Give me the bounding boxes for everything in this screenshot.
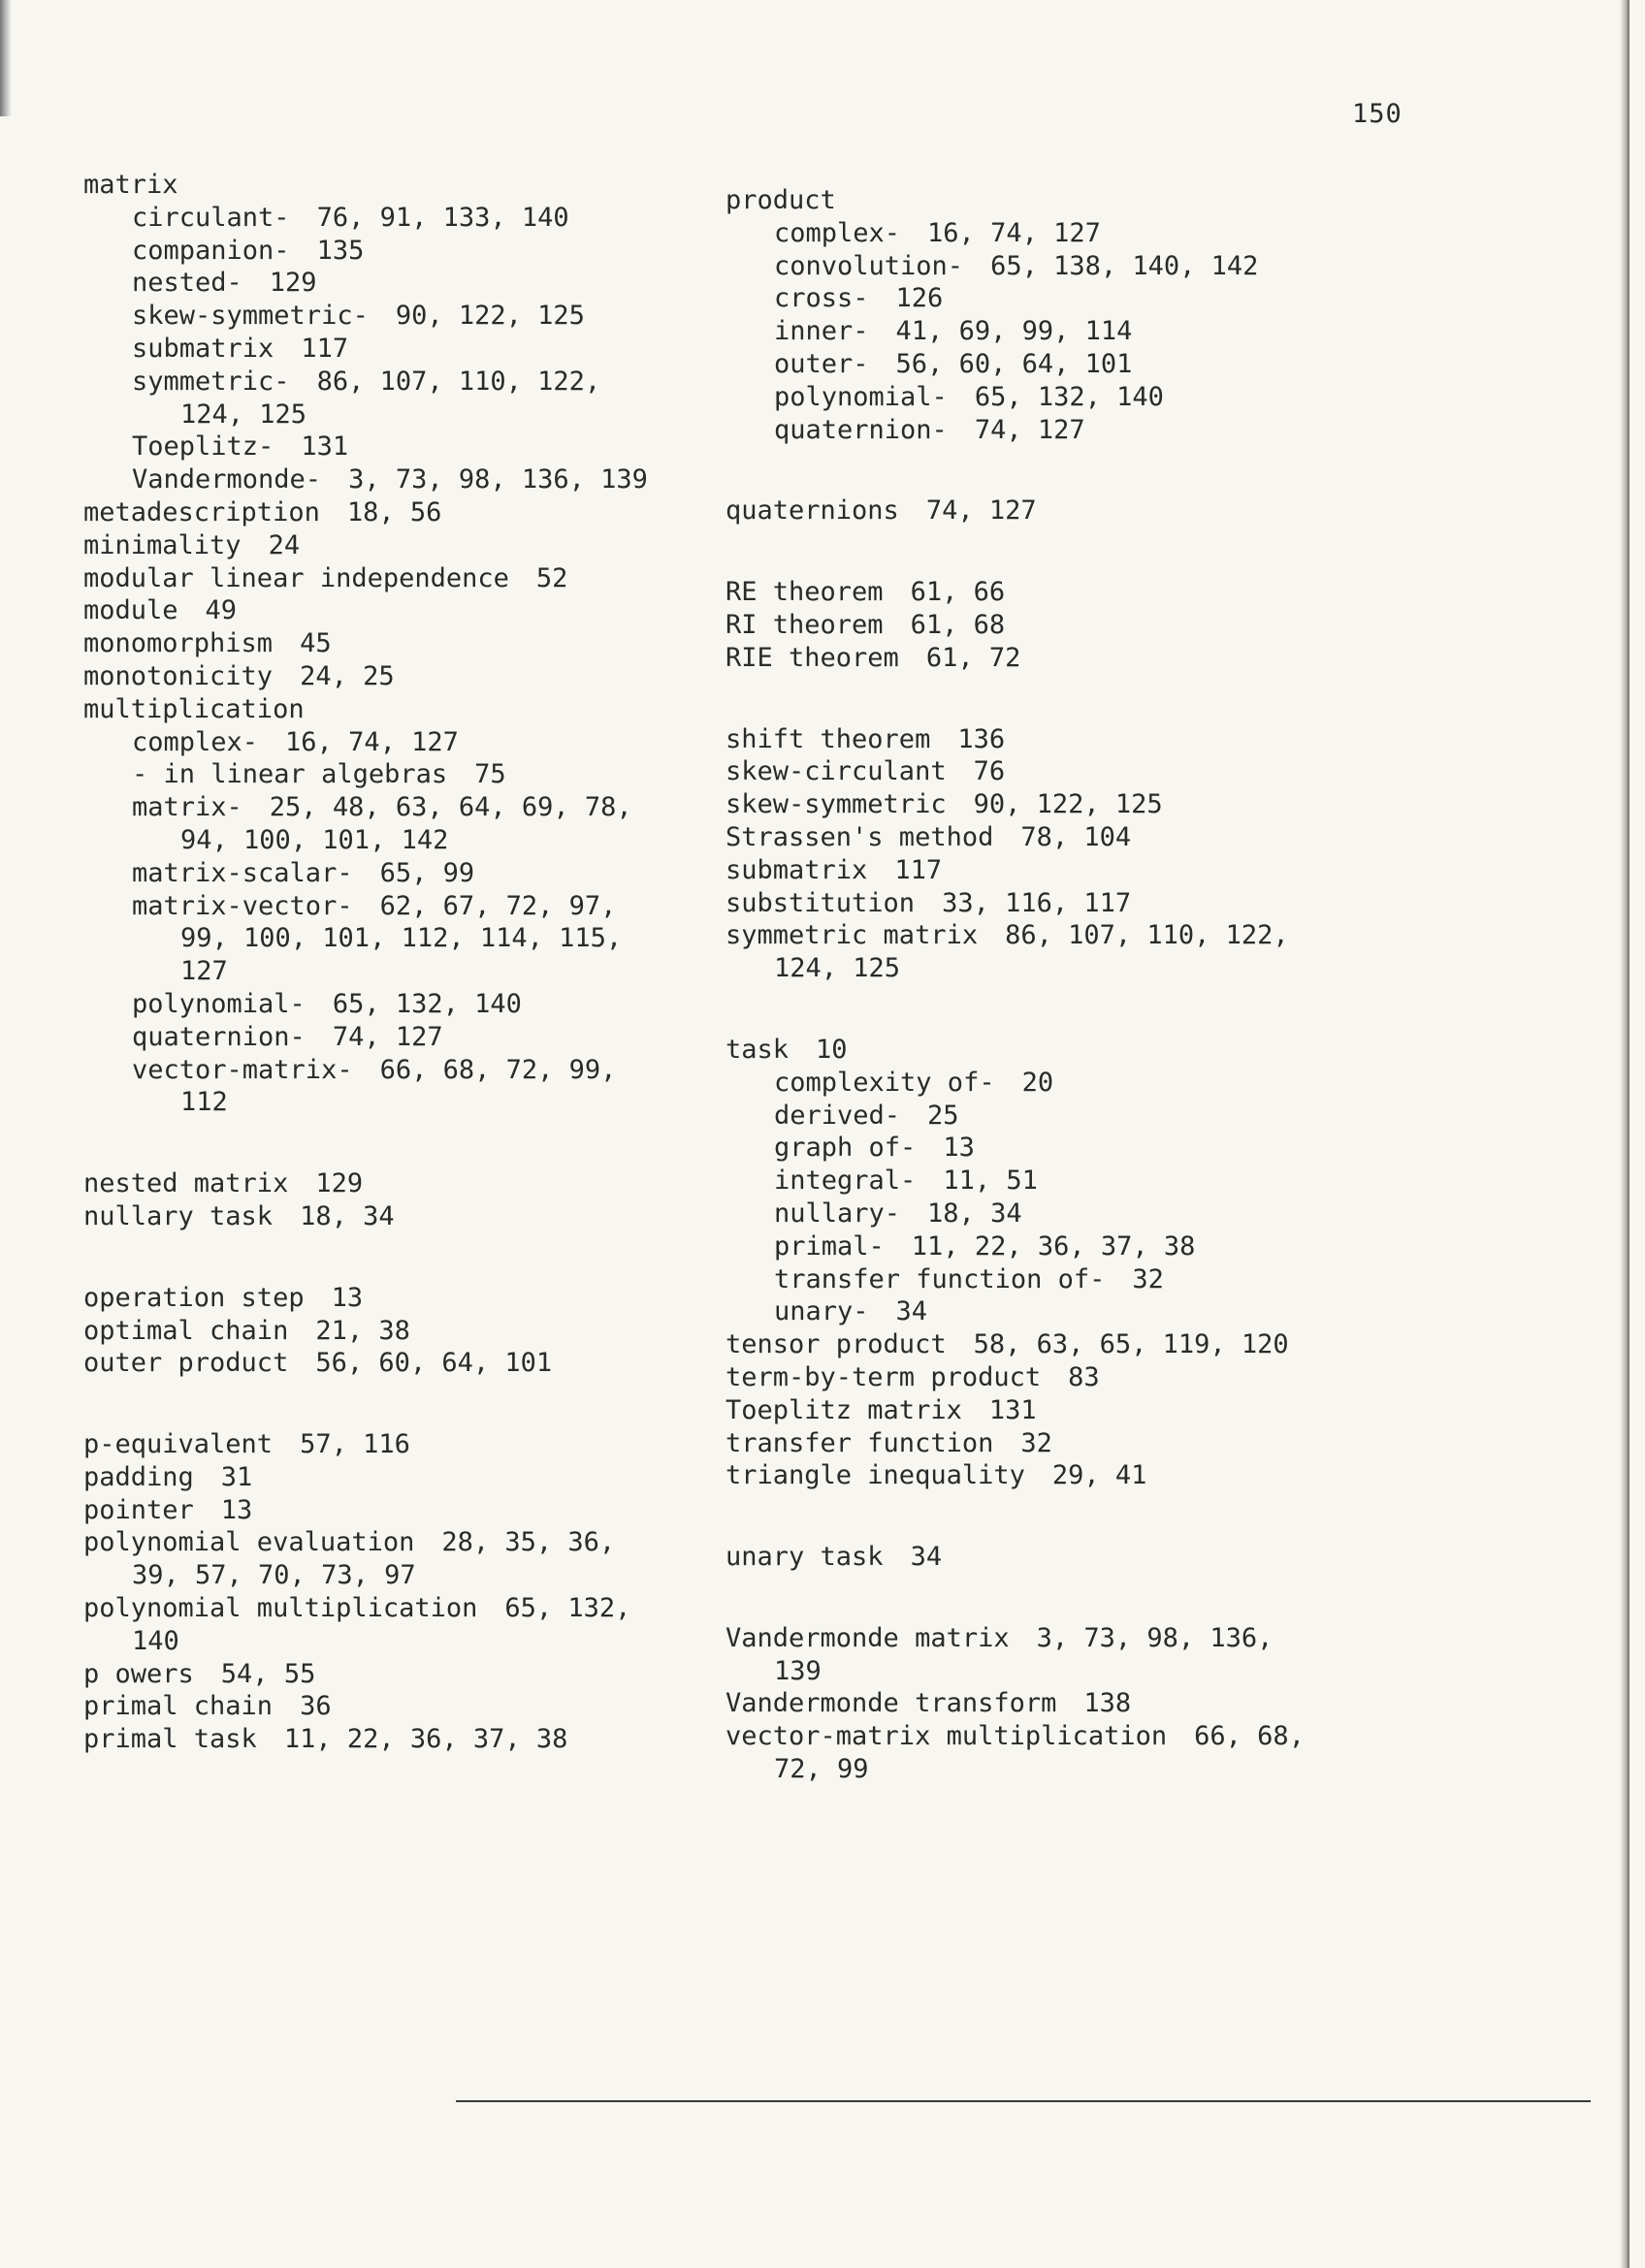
index-term: derived- (774, 1100, 901, 1131)
index-entry (83, 1347, 743, 1380)
index-term: product (726, 185, 836, 215)
index-pages-continued: 140 (132, 1625, 179, 1656)
index-pages: 136 (957, 723, 1006, 754)
index-term: polynomial evaluation (83, 1527, 415, 1558)
page-edge-shadow (0, 0, 39, 116)
index-term: vector-matrix multiplication (726, 1721, 1168, 1752)
index-entry (83, 1167, 743, 1200)
index-term: Strassen's method (726, 821, 994, 852)
index-entry (83, 1494, 743, 1527)
index-entry (726, 887, 1385, 920)
index-entry (726, 1034, 1385, 1067)
index-pages: 61, 66 (910, 577, 1006, 608)
index-term: pointer (83, 1494, 194, 1525)
index-pages-continued: 124, 125 (774, 953, 901, 984)
index-entry (726, 315, 1385, 348)
index-pages: 117 (894, 854, 943, 885)
index-entry (726, 576, 1385, 609)
index-pages: 25 (927, 1100, 959, 1131)
index-pages: 54, 55 (220, 1658, 316, 1689)
index-entry (726, 1394, 1385, 1427)
index-pages: 90, 122, 125 (395, 301, 585, 332)
index-pages: 65, 132, 140 (332, 988, 522, 1019)
index-entry (726, 495, 1385, 527)
index-pages-continued: 39, 57, 70, 73, 97 (132, 1560, 416, 1591)
index-term: tensor product (726, 1329, 947, 1360)
index-entry (83, 1200, 743, 1233)
index-term: module (83, 595, 178, 626)
index-term: polynomial- (132, 988, 306, 1019)
index-entry (83, 562, 743, 595)
index-entry (83, 1526, 743, 1559)
index-term: RIE theorem (726, 642, 899, 673)
index-pages-continued: 99, 100, 101, 112, 114, 115, (180, 923, 623, 954)
index-term: submatrix (132, 333, 274, 364)
index-pages: 18, 56 (346, 496, 442, 527)
index-entry (83, 857, 743, 890)
index-pages: 62, 67, 72, 97, (379, 890, 617, 921)
index-term: outer product (83, 1348, 289, 1379)
index-entry (726, 282, 1385, 315)
index-pages: 75 (474, 759, 506, 790)
index-pages: 45 (300, 628, 332, 659)
index-entry (83, 1690, 743, 1723)
index-term: matrix- (132, 792, 242, 823)
index-entry (83, 529, 743, 562)
index-term: unary- (774, 1296, 869, 1327)
index-term: transfer function of- (774, 1263, 1106, 1294)
index-entry (726, 414, 1385, 447)
index-block (726, 723, 1385, 985)
index-term: term-by-term product (726, 1361, 1042, 1392)
index-pages: 129 (315, 1168, 364, 1199)
index-pages: 16, 74, 127 (285, 726, 459, 757)
index-pages: 86, 107, 110, 122, (316, 366, 601, 397)
index-pages-continued: 94, 100, 101, 142 (180, 824, 449, 855)
index-pages: 61, 68 (910, 609, 1006, 640)
index-term: Vandermonde- (132, 464, 322, 495)
index-pages: 20 (1021, 1067, 1054, 1098)
index-entry (83, 1592, 743, 1625)
index-entry (726, 1263, 1385, 1296)
index-pages: 11, 22, 36, 37, 38 (911, 1230, 1196, 1262)
index-term: substitution (726, 887, 916, 918)
index-entry (83, 300, 743, 333)
index-term: optimal chain (83, 1315, 289, 1346)
index-term: - in linear algebras (132, 759, 448, 790)
index-entry (83, 267, 743, 300)
index-entry (83, 496, 743, 529)
index-pages-continued: 139 (774, 1655, 822, 1686)
index-pages: 65, 138, 140, 142 (990, 250, 1259, 281)
index-term: Toeplitz matrix (726, 1394, 962, 1425)
index-block (726, 184, 1385, 446)
index-pages: 78, 104 (1020, 821, 1132, 852)
index-term: primal chain (83, 1691, 274, 1722)
index-entry (83, 726, 743, 759)
index-pages: 65, 132, (504, 1593, 631, 1624)
index-pages: 74, 127 (974, 414, 1085, 445)
index-term: p owers (83, 1658, 194, 1689)
bottom-rule (456, 2100, 1591, 2102)
index-term: convolution- (774, 250, 964, 281)
index-term: symmetric matrix (726, 920, 979, 951)
index-pages: 3, 73, 98, 136, (1036, 1622, 1274, 1653)
index-column-right (726, 184, 1385, 1835)
index-term: skew-circulant (726, 756, 947, 787)
index-entry (726, 642, 1385, 675)
index-entry (726, 821, 1385, 854)
index-block (726, 576, 1385, 674)
index-entry (726, 1427, 1385, 1460)
index-entry (726, 1459, 1385, 1492)
index-pages: 13 (943, 1133, 975, 1164)
index-pages: 36 (300, 1691, 332, 1722)
index-pages: 131 (988, 1394, 1037, 1425)
index-term: skew-symmetric- (132, 301, 369, 332)
index-term: triangle inequality (726, 1460, 1025, 1491)
index-term: primal- (774, 1230, 885, 1262)
index-pages-continued: 127 (180, 956, 228, 987)
index-pages: 18, 34 (927, 1198, 1022, 1229)
index-pages: 34 (910, 1542, 943, 1573)
index-block (726, 1541, 1385, 1574)
index-term: integral- (774, 1166, 917, 1197)
index-term: nullary task (83, 1200, 274, 1231)
index-pages: 32 (1132, 1263, 1164, 1294)
index-pages: 83 (1068, 1361, 1100, 1392)
index-entry (726, 755, 1385, 788)
index-term: nested- (132, 268, 242, 299)
index-entry (83, 988, 743, 1021)
index-term: complexity of- (774, 1067, 995, 1098)
index-pages: 129 (269, 268, 317, 299)
index-entry (726, 609, 1385, 642)
index-entry (726, 1622, 1385, 1655)
index-entry (83, 660, 743, 693)
index-term: matrix (83, 170, 178, 200)
index-block (83, 1428, 743, 1756)
index-entry (83, 1282, 743, 1315)
index-term: unary task (726, 1542, 884, 1573)
index-entry (726, 1328, 1385, 1361)
index-pages: 32 (1020, 1427, 1052, 1458)
index-entry (83, 693, 743, 726)
index-term: Vandermonde matrix (726, 1622, 1010, 1653)
index-term: quaternion- (774, 414, 948, 445)
index-pages: 66, 68, 72, 99, (379, 1054, 617, 1085)
index-entry (83, 1021, 743, 1054)
index-pages: 74, 127 (332, 1021, 443, 1052)
index-entry (83, 1315, 743, 1348)
index-term: submatrix (726, 854, 868, 885)
index-term: padding (83, 1461, 194, 1492)
index-term: polynomial- (774, 381, 948, 412)
binding-edge (1620, 0, 1629, 2268)
index-entry (83, 431, 743, 463)
index-pages: 56, 60, 64, 101 (895, 348, 1133, 379)
index-term: Toeplitz- (132, 431, 274, 463)
index-block (83, 1282, 743, 1380)
index-pages: 131 (301, 431, 349, 463)
index-term: cross- (774, 283, 869, 314)
index-pages: 49 (205, 595, 238, 626)
index-term: complex- (774, 217, 901, 248)
index-term: RI theorem (726, 609, 884, 640)
index-term: skew-symmetric (726, 789, 947, 820)
index-term: quaternion- (132, 1021, 306, 1052)
index-pages: 11, 51 (943, 1166, 1038, 1197)
index-pages: 29, 41 (1051, 1460, 1147, 1491)
index-pages: 33, 116, 117 (942, 887, 1132, 918)
index-pages-continued: 112 (180, 1087, 228, 1118)
index-term: primal task (83, 1724, 257, 1755)
index-entry (726, 381, 1385, 414)
index-pages: 61, 72 (925, 642, 1021, 673)
index-term: matrix-scalar- (132, 857, 353, 888)
index-pages: 28, 35, 36, (441, 1527, 616, 1558)
index-term: transfer function (726, 1427, 994, 1458)
index-term: Vandermonde transform (726, 1688, 1057, 1719)
index-pages-continued: 72, 99 (774, 1754, 869, 1785)
index-entry (726, 348, 1385, 381)
index-entry (726, 184, 1385, 217)
index-pages: 24, 25 (300, 660, 395, 691)
index-pages: 31 (220, 1461, 253, 1492)
index-term: polynomial multiplication (83, 1593, 478, 1624)
index-term: metadescription (83, 496, 320, 527)
index-entry (726, 1361, 1385, 1394)
index-pages: 138 (1083, 1688, 1132, 1719)
index-entry (726, 854, 1385, 887)
index-block (726, 1622, 1385, 1786)
index-entry (726, 1198, 1385, 1230)
page-number: 150 (1352, 99, 1403, 129)
index-pages: 65, 132, 140 (974, 381, 1164, 412)
index-pages: 58, 63, 65, 119, 120 (973, 1329, 1289, 1360)
index-entry (83, 1428, 743, 1461)
index-term: shift theorem (726, 723, 931, 754)
index-pages: 10 (816, 1034, 848, 1065)
index-term: vector-matrix- (132, 1054, 353, 1085)
index-entry (83, 169, 743, 202)
index-pages: 21, 38 (315, 1315, 410, 1346)
index-term: symmetric- (132, 366, 290, 397)
index-pages: 52 (535, 562, 568, 593)
index-entry (726, 1100, 1385, 1133)
index-pages: 24 (268, 529, 301, 560)
index-term: minimality (83, 529, 242, 560)
index-pages: 126 (895, 283, 944, 314)
index-term: complex- (132, 726, 259, 757)
index-term: companion- (132, 235, 290, 266)
index-entry (83, 758, 743, 791)
index-pages: 18, 34 (300, 1200, 395, 1231)
index-term: modular linear independence (83, 562, 509, 593)
index-entry (83, 235, 743, 268)
index-pages: 3, 73, 98, 136, 139 (348, 464, 648, 495)
index-pages: 76 (973, 756, 1006, 787)
index-term: inner- (774, 316, 869, 347)
index-entry (83, 594, 743, 627)
index-pages: 66, 68, (1194, 1721, 1305, 1752)
index-entry (726, 1230, 1385, 1263)
index-entry (726, 217, 1385, 250)
index-entry (726, 919, 1385, 952)
index-entry (726, 1295, 1385, 1328)
index-term: graph of- (774, 1133, 917, 1164)
index-entry (726, 1720, 1385, 1753)
index-term: RE theorem (726, 577, 884, 608)
index-entry (726, 723, 1385, 756)
index-pages: 65, 99 (379, 857, 475, 888)
index-pages-continued: 124, 125 (180, 399, 307, 430)
index-entry (83, 627, 743, 660)
index-entry (726, 1165, 1385, 1198)
index-term: matrix-vector- (132, 890, 353, 921)
index-term: monomorphism (83, 628, 274, 659)
index-entry (726, 250, 1385, 283)
index-block (726, 1034, 1385, 1492)
index-term: task (726, 1034, 790, 1065)
index-pages: 86, 107, 110, 122, (1005, 920, 1289, 951)
index-entry (83, 1723, 743, 1756)
index-term: nullary- (774, 1198, 901, 1229)
index-pages: 76, 91, 133, 140 (316, 202, 569, 233)
index-pages: 16, 74, 127 (927, 217, 1101, 248)
index-entry (83, 463, 743, 496)
index-term: circulant- (132, 202, 290, 233)
index-pages: 56, 60, 64, 101 (315, 1348, 553, 1379)
index-entry (83, 333, 743, 366)
index-entry (726, 1067, 1385, 1100)
index-term: nested matrix (83, 1168, 289, 1199)
index-term: quaternions (726, 495, 899, 527)
index-pages: 11, 22, 36, 37, 38 (283, 1724, 568, 1755)
index-term: p-equivalent (83, 1429, 274, 1460)
index-term: operation step (83, 1282, 305, 1313)
index-entry (83, 791, 743, 824)
index-pages: 57, 116 (300, 1429, 410, 1460)
index-pages: 13 (331, 1282, 364, 1313)
index-block (83, 169, 743, 1119)
index-term: multiplication (83, 693, 305, 724)
index-pages: 90, 122, 125 (973, 789, 1163, 820)
index-pages: 34 (895, 1296, 928, 1327)
index-entry (83, 202, 743, 235)
index-entry (83, 890, 743, 923)
index-term: monotonicity (83, 660, 274, 691)
index-term: outer- (774, 348, 869, 379)
index-pages: 117 (301, 333, 349, 364)
index-pages: 74, 127 (925, 495, 1037, 527)
index-block (83, 1167, 743, 1233)
index-pages: 13 (220, 1494, 253, 1525)
index-entry (83, 1461, 743, 1494)
index-entry (83, 1658, 743, 1691)
index-pages: 25, 48, 63, 64, 69, 78, (269, 792, 632, 823)
index-entry (83, 366, 743, 399)
index-entry (726, 1132, 1385, 1165)
index-pages: 135 (316, 235, 365, 266)
index-entry (726, 788, 1385, 821)
index-block (726, 495, 1385, 527)
index-entry (83, 1054, 743, 1087)
index-entry (726, 1541, 1385, 1574)
index-column-left (83, 169, 743, 1805)
index-entry (726, 1687, 1385, 1720)
index-pages: 41, 69, 99, 114 (895, 316, 1133, 347)
